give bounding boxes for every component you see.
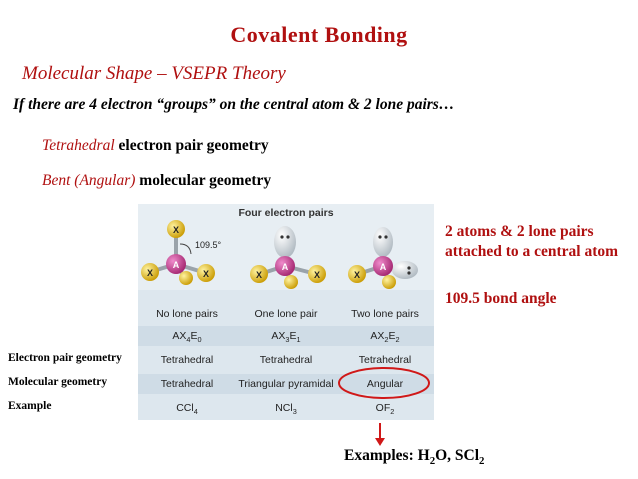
angular-highlight-ellipse	[339, 368, 429, 398]
molecular-geometry-term: Bent (Angular)	[42, 172, 136, 189]
row-label-electron-pair-geometry: Electron pair geometry	[8, 352, 122, 364]
example-cell: NCl$_3$	[275, 402, 297, 417]
caption-two-lone-pairs: Two lone pairs	[351, 308, 419, 320]
electron-geometry-rest: electron pair geometry	[114, 137, 269, 154]
examples-line: Examples: $H_2O$, SCl$_2$	[344, 447, 485, 468]
condition-text: If there are 4 electron “groups” on the central atom & 2 lone pairs…	[13, 96, 455, 113]
example-cell: $OF_2$	[375, 402, 395, 417]
electron-geometry-cell: Tetrahedral	[358, 354, 412, 366]
row-label-example: Example	[8, 400, 52, 412]
molecular-geometry-cell: Angular	[366, 378, 404, 390]
atom-label: X	[313, 270, 321, 280]
electron-geometry-term: Tetrahedral	[42, 137, 115, 154]
examples-label: Examples:	[344, 447, 418, 464]
slide-subtitle: Molecular Shape – VSEPR Theory	[22, 63, 286, 84]
slide-title: Covalent Bonding	[230, 22, 408, 47]
atom-label: X	[172, 225, 180, 235]
atom-label: A	[379, 262, 387, 272]
example-cell: CCl$_4$	[176, 402, 198, 417]
bond-angle-note: 109.5 bond angle	[445, 290, 557, 307]
atom-label: X	[146, 268, 154, 278]
formula-cell: $AX_2E_2$	[370, 330, 400, 345]
caption-no-lone-pairs: No lone pairs	[156, 308, 218, 320]
molecular-geometry-cell: Triangular pyramidal	[238, 378, 334, 390]
atom-label: X	[353, 270, 361, 280]
arrow-down-icon	[375, 438, 385, 446]
formula-cell: $AX_4E_0$	[172, 330, 202, 345]
atom-label: A	[281, 262, 289, 272]
atom-label: A	[172, 260, 180, 270]
formula-cell: $AX_3E_1$	[271, 330, 301, 345]
atom-label: X	[255, 270, 263, 280]
side-note: 2 atoms & 2 lone pairs attached to a central atom	[445, 223, 619, 260]
angle-label: 109.5°	[195, 240, 222, 250]
molecular-geometry-rest: molecular geometry	[135, 172, 272, 189]
electron-geometry-cell: Tetrahedral	[160, 354, 214, 366]
caption-one-lone-pair: One lone pair	[254, 308, 318, 320]
electron-geometry-cell: Tetrahedral	[259, 354, 313, 366]
row-label-molecular-geometry: Molecular geometry	[8, 376, 108, 388]
figure-title: Four electron pairs	[238, 207, 334, 219]
molecular-geometry-cell: Tetrahedral	[160, 378, 214, 390]
atom-label: X	[202, 269, 210, 279]
